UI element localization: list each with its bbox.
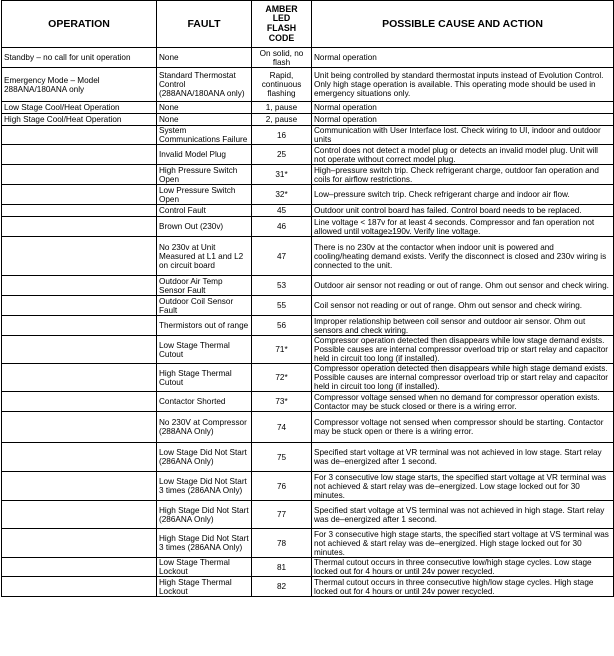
cause-action-cell: There is no 230v at the contactor when indoor unit is powered and cooling/heating demand exists. Verify the disconnect is closed and 230v wiring is connected to the unit. bbox=[312, 237, 614, 276]
operation-cell bbox=[2, 443, 157, 472]
operation-cell bbox=[2, 472, 157, 501]
cause-action-cell: Normal operation bbox=[312, 102, 614, 114]
operation-cell bbox=[2, 529, 157, 558]
operation-cell bbox=[2, 392, 157, 412]
fault-cell: No 230V at Compressor (288ANA Only) bbox=[157, 412, 252, 443]
table-row bbox=[2, 296, 614, 316]
table-row bbox=[2, 577, 614, 597]
fault-cell: Low Stage Did Not Start (286ANA Only) bbox=[157, 443, 252, 472]
operation-cell bbox=[2, 558, 157, 577]
flash-code-cell: 53 bbox=[252, 276, 312, 296]
table-row bbox=[2, 529, 614, 558]
flash-code-cell: 2, pause bbox=[252, 114, 312, 126]
operation-cell bbox=[2, 217, 157, 237]
operation-cell bbox=[2, 205, 157, 217]
operation-cell: Standby – no call for unit operation bbox=[2, 48, 157, 68]
flash-code-cell: 82 bbox=[252, 577, 312, 597]
flash-code-cell: 74 bbox=[252, 412, 312, 443]
fault-cell: Control Fault bbox=[157, 205, 252, 217]
fault-cell: No 230v at Unit Measured at L1 and L2 on circuit board bbox=[157, 237, 252, 276]
header-code-line: CODE bbox=[268, 32, 295, 43]
operation-cell bbox=[2, 577, 157, 597]
table-row bbox=[2, 48, 614, 68]
cause-action-cell: Normal operation bbox=[312, 114, 614, 126]
fault-cell: System Communications Failure bbox=[157, 126, 252, 145]
cause-action-cell: Thermal cutout occurs in three consecutive low/high stage cycles. Low stage locked out for 4 hours or until 24v power recycled. bbox=[312, 558, 614, 577]
fault-cell: High Stage Thermal Lockout bbox=[157, 577, 252, 597]
table-row bbox=[2, 364, 614, 392]
cause-action-cell: Control does not detect a model plug or detects an invalid model plug. Unit will not operate without correct model plug. bbox=[312, 145, 614, 165]
table-row bbox=[2, 205, 614, 217]
operation-cell bbox=[2, 276, 157, 296]
flash-code-cell: 78 bbox=[252, 529, 312, 558]
fault-cell: Thermistors out of range bbox=[157, 316, 252, 336]
header-code-line: FLASH bbox=[266, 23, 297, 33]
table-row bbox=[2, 165, 614, 185]
table-row bbox=[2, 392, 614, 412]
cause-action-cell: Compressor voltage sensed when no demand for compressor operation exists. Contactor may be stuck closed or there is a wiring error. bbox=[312, 392, 614, 412]
operation-cell bbox=[2, 145, 157, 165]
cause-action-cell: Communication with User Interface lost. Check wiring to UI, indoor and outdoor units bbox=[312, 126, 614, 145]
cause-action-cell: Outdoor unit control board has failed. Control board needs to be replaced. bbox=[312, 205, 614, 217]
fault-cell: Contactor Shorted bbox=[157, 392, 252, 412]
flash-code-cell: 73* bbox=[252, 392, 312, 412]
table-row bbox=[2, 472, 614, 501]
cause-action-cell: Normal operation bbox=[312, 48, 614, 68]
flash-code-cell: 45 bbox=[252, 205, 312, 217]
operation-cell bbox=[2, 126, 157, 145]
flash-code-cell: 46 bbox=[252, 217, 312, 237]
operation-cell bbox=[2, 364, 157, 392]
cause-action-cell: Compressor voltage not sensed when compressor should be starting. Contactor may be stuck open or there is a wiring error. bbox=[312, 412, 614, 443]
header-operation: OPERATION bbox=[2, 1, 157, 48]
flash-code-cell: 16 bbox=[252, 126, 312, 145]
header-code-line: LED bbox=[272, 13, 291, 24]
table-header-row bbox=[2, 1, 614, 48]
fault-cell: High Stage Did Not Start (286ANA Only) bbox=[157, 501, 252, 529]
table-row bbox=[2, 185, 614, 205]
flash-code-cell: 55 bbox=[252, 296, 312, 316]
flash-code-cell: 75 bbox=[252, 443, 312, 472]
operation-cell: Low Stage Cool/Heat Operation bbox=[2, 102, 157, 114]
fault-cell: Low Pressure Switch Open bbox=[157, 185, 252, 205]
cause-action-cell: Coil sensor not reading or out of range. Ohm out sensor and check wiring. bbox=[312, 296, 614, 316]
header-flash-code bbox=[252, 1, 312, 48]
header-cause-action: POSSIBLE CAUSE AND ACTION bbox=[312, 1, 614, 48]
operation-cell bbox=[2, 165, 157, 185]
table-row bbox=[2, 316, 614, 336]
operation-cell bbox=[2, 501, 157, 529]
cause-action-cell: Unit being controlled by standard thermostat inputs instead of Evolution Control. Only high stage operation is available. This operating mode should be used in emergency situations only. bbox=[312, 68, 614, 102]
fault-cell: Low Stage Thermal Cutout bbox=[157, 336, 252, 364]
table-row bbox=[2, 336, 614, 364]
flash-code-cell: On solid, no flash bbox=[252, 48, 312, 68]
operation-cell bbox=[2, 296, 157, 316]
flash-code-cell: 25 bbox=[252, 145, 312, 165]
flash-code-cell: 47 bbox=[252, 237, 312, 276]
cause-action-cell: Compressor operation detected then disappears while low stage demand exists. Possible causes are internal compressor overload trip or start relay and capacitor held in circuit too long (if installed). bbox=[312, 336, 614, 364]
header-fault: FAULT bbox=[157, 1, 252, 48]
fault-cell: None bbox=[157, 114, 252, 126]
fault-cell: Outdoor Air Temp Sensor Fault bbox=[157, 276, 252, 296]
fault-cell: High Stage Did Not Start 3 times (286ANA Only) bbox=[157, 529, 252, 558]
cause-action-cell: Thermal cutout occurs in three consecutive high/low stage cycles. High stage locked out for 4 hours or until 24v power recycled. bbox=[312, 577, 614, 597]
operation-cell bbox=[2, 336, 157, 364]
fault-cell: Low Stage Did Not Start 3 times (286ANA Only) bbox=[157, 472, 252, 501]
cause-action-cell: For 3 consecutive low stage starts, the specified start voltage at VR terminal was not achieved & start relay was de–energized. Low stage locked out for 30 minutes. bbox=[312, 472, 614, 501]
cause-action-cell: Low–pressure switch trip. Check refrigerant charge and indoor air flow. bbox=[312, 185, 614, 205]
cause-action-cell: Specified start voltage at VR terminal was not achieved in low stage. Start relay was de–energized after 1 second. bbox=[312, 443, 614, 472]
table-row bbox=[2, 145, 614, 165]
table-row bbox=[2, 68, 614, 102]
table-row bbox=[2, 102, 614, 114]
fault-cell: None bbox=[157, 102, 252, 114]
cause-action-cell: Line voltage < 187v for at least 4 seconds. Compressor and fan operation not allowed until voltage≥190v. Verify line voltage. bbox=[312, 217, 614, 237]
operation-cell bbox=[2, 185, 157, 205]
cause-action-cell: High–pressure switch trip. Check refrigerant charge, outdoor fan operation and coils for airflow restrictions. bbox=[312, 165, 614, 185]
operation-cell: High Stage Cool/Heat Operation bbox=[2, 114, 157, 126]
flash-code-cell: 32* bbox=[252, 185, 312, 205]
flash-code-cell: 1, pause bbox=[252, 102, 312, 114]
table-row bbox=[2, 114, 614, 126]
table-row bbox=[2, 217, 614, 237]
fault-cell: Outdoor Coil Sensor Fault bbox=[157, 296, 252, 316]
cause-action-cell: Compressor operation detected then disappears while high stage demand exists. Possible causes are internal compressor overload trip or start relay and capacitor held in circuit too long (if installed). bbox=[312, 364, 614, 392]
flash-code-cell: 81 bbox=[252, 558, 312, 577]
fault-cell: Brown Out (230v) bbox=[157, 217, 252, 237]
table-row bbox=[2, 276, 614, 296]
fault-cell: Invalid Model Plug bbox=[157, 145, 252, 165]
fault-code-table bbox=[1, 0, 614, 597]
table-row bbox=[2, 126, 614, 145]
table-row bbox=[2, 237, 614, 276]
flash-code-cell: 76 bbox=[252, 472, 312, 501]
fault-cell: High Pressure Switch Open bbox=[157, 165, 252, 185]
table-row bbox=[2, 558, 614, 577]
table-row bbox=[2, 412, 614, 443]
fault-cell: Low Stage Thermal Lockout bbox=[157, 558, 252, 577]
flash-code-cell: 72* bbox=[252, 364, 312, 392]
cause-action-cell: Improper relationship between coil sensor and outdoor air sensor. Ohm out sensors and check wiring. bbox=[312, 316, 614, 336]
flash-code-cell: Rapid, continuous flashing bbox=[252, 68, 312, 102]
fault-cell: None bbox=[157, 48, 252, 68]
operation-cell bbox=[2, 237, 157, 276]
table-row bbox=[2, 443, 614, 472]
flash-code-cell: 56 bbox=[252, 316, 312, 336]
flash-code-cell: 71* bbox=[252, 336, 312, 364]
cause-action-cell: Specified start voltage at VS terminal was not achieved in high stage. Start relay was de–energized after 1 second. bbox=[312, 501, 614, 529]
cause-action-cell: Outdoor air sensor not reading or out of range. Ohm out sensor and check wiring. bbox=[312, 276, 614, 296]
operation-cell bbox=[2, 412, 157, 443]
operation-cell bbox=[2, 316, 157, 336]
cause-action-cell: For 3 consecutive high stage starts, the specified start voltage at VS terminal was not achieved & start relay was de–energized. High stage locked out for 30 minutes. bbox=[312, 529, 614, 558]
flash-code-cell: 77 bbox=[252, 501, 312, 529]
operation-cell: Emergency Mode – Model 288ANA/180ANA only bbox=[2, 68, 157, 102]
header-code-line: AMBER bbox=[265, 3, 298, 14]
flash-code-cell: 31* bbox=[252, 165, 312, 185]
table-row bbox=[2, 501, 614, 529]
fault-cell: Standard Thermostat Control (288ANA/180ANA only) bbox=[157, 68, 252, 102]
fault-cell: High Stage Thermal Cutout bbox=[157, 364, 252, 392]
